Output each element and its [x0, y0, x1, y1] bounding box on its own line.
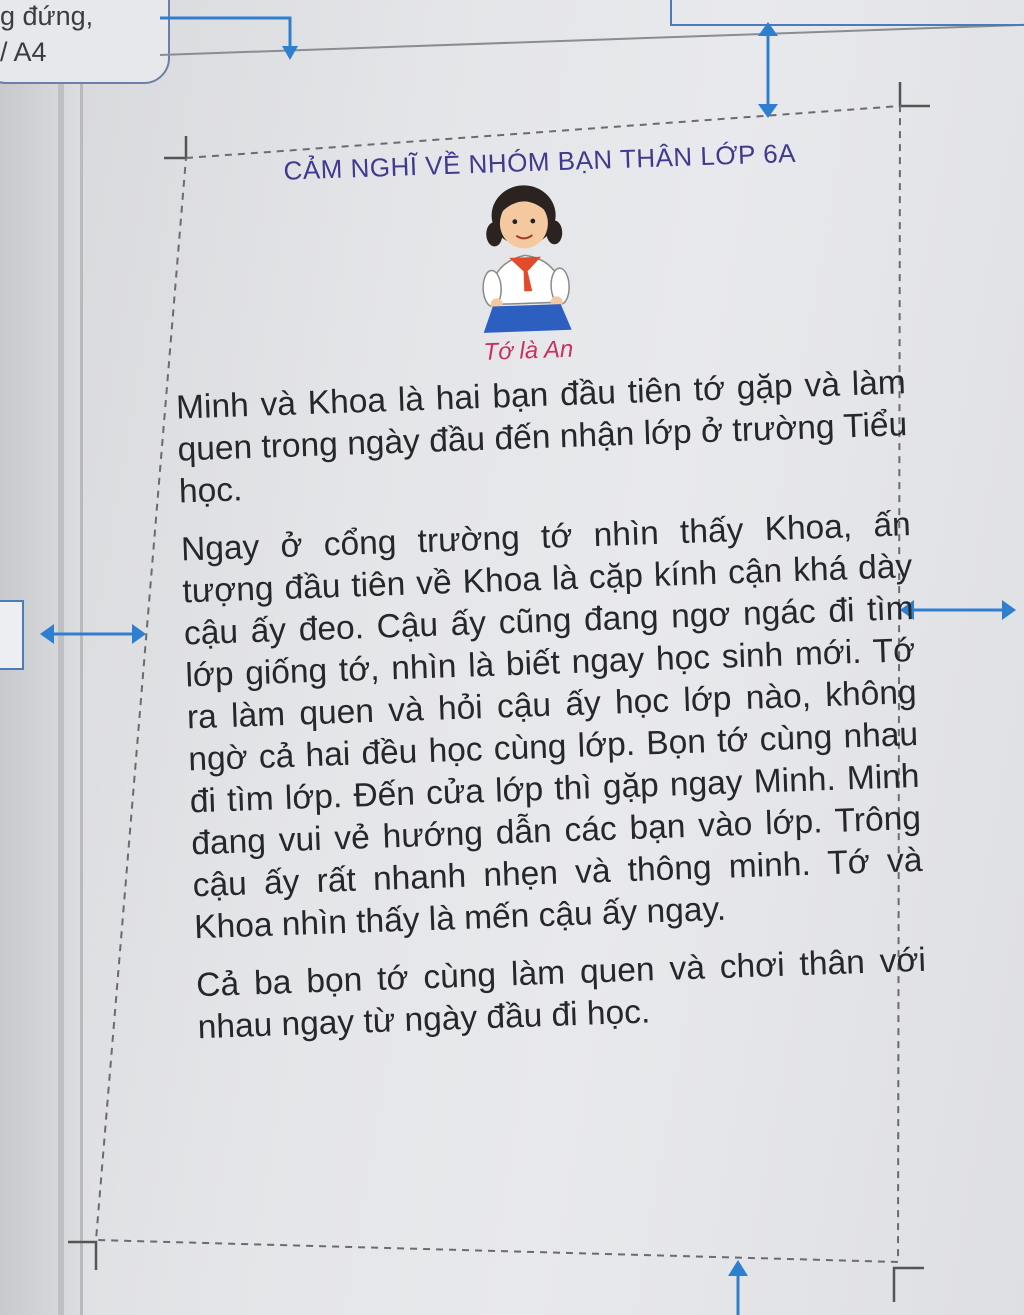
top-left-label-line-1: g đứng, — [0, 1, 94, 31]
top-left-label-line-2: / A4 — [0, 37, 47, 67]
essay-title: CẢM NGHĨ VỀ NHÓM BẠN THÂN LỚP 6A — [283, 137, 797, 186]
essay-body — [175, 362, 928, 1065]
figure-caption: Tớ là An — [483, 335, 574, 366]
girl-student-illustration — [462, 173, 588, 337]
essay-card — [160, 92, 939, 1257]
essay-paragraph-2: Ngay ở cổng trường tớ nhìn thấy Khoa, ấn tượng đầu tiên về Khoa là cặp kính cận khá dày cậu ấy đeo. Cậu ấy cũng đang ngơ ngác đi tìm lớp giống tớ, nhìn là biết ngay học sinh mới. Tớ ra làm quen và hỏi cậu ấy học lớp nào, không ngờ cả hai đều học cùng lớp. Bọn tớ cùng nhau đi tìm lớp. Đến cửa lớp thì gặp ngay Minh. Minh đang vui vẻ hướng dẫn các bạn vào lớp. Trông cậu ấy rất nhanh nhẹn và thông minh. Tớ và Khoa nhìn thấy là mến cậu ấy ngay. — [180, 506, 924, 947]
essay-paragraph-3: Cả ba bọn tớ cùng làm quen và chơi thân với nhau ngay từ ngày đầu đi học. — [195, 941, 927, 1047]
essay-paragraph-1: Minh và Khoa là hai bạn đầu tiên tớ gặp và làm quen trong ngày đầu đến nhận lớp ở trường Tiểu học. — [175, 364, 908, 511]
